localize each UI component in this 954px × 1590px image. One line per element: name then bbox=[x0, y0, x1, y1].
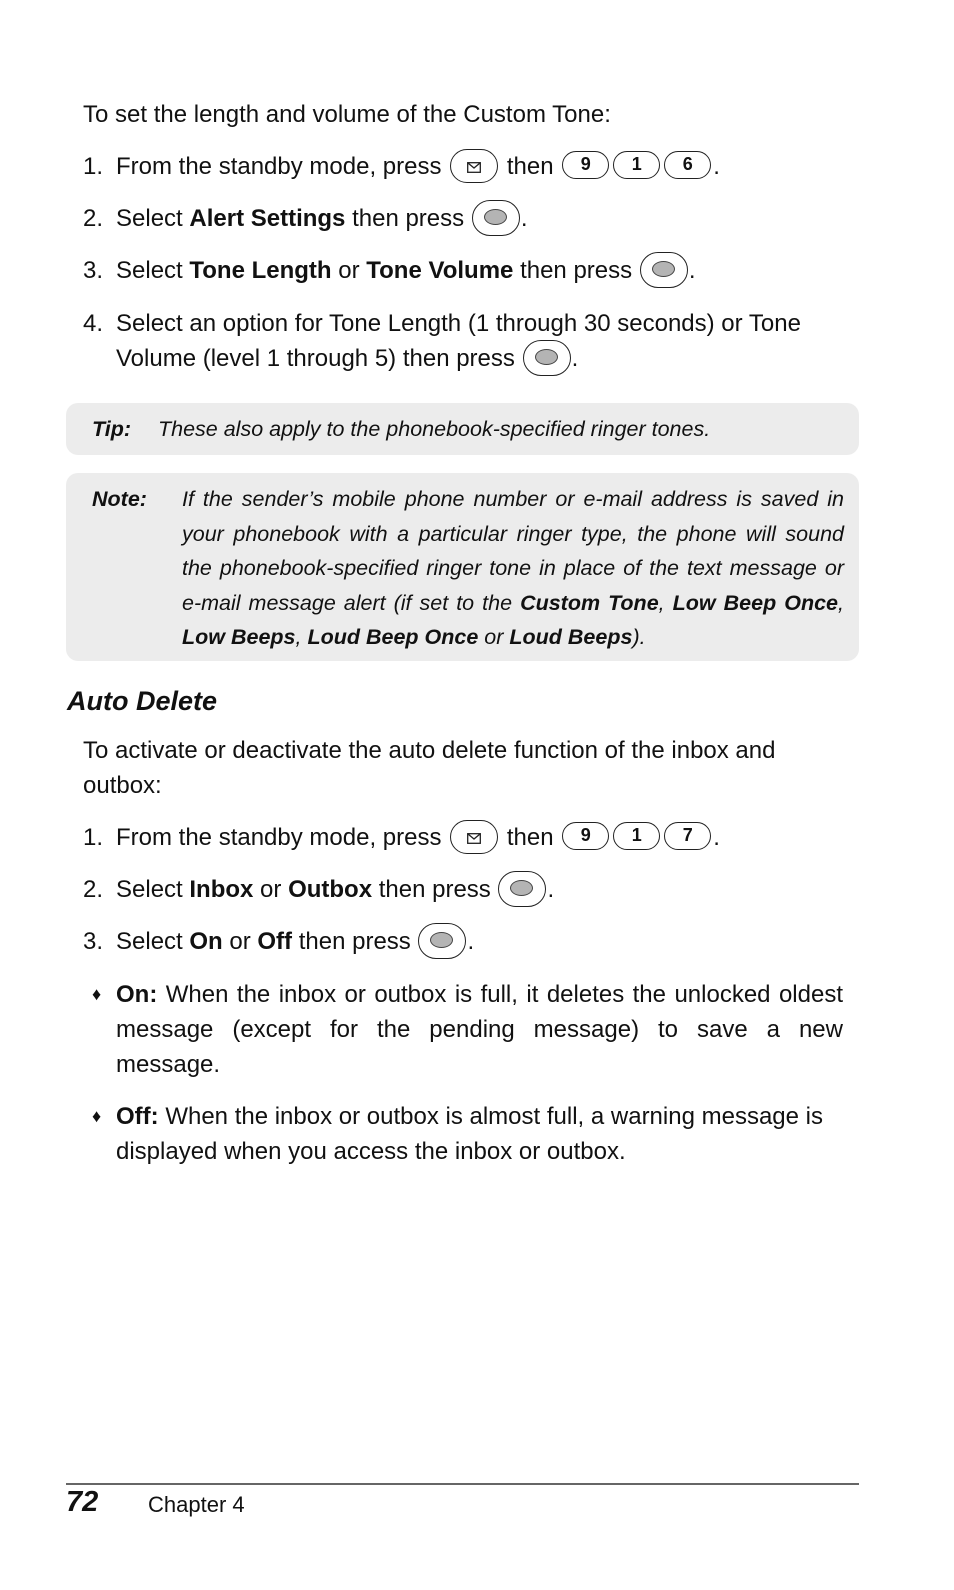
step-text: then bbox=[506, 153, 554, 180]
bullet-label: On: bbox=[116, 981, 158, 1008]
section-title: Auto Delete bbox=[67, 686, 218, 716]
bullet-off bbox=[83, 1099, 843, 1169]
step-number: 1. bbox=[83, 153, 104, 180]
step-a-4 bbox=[83, 306, 853, 378]
step-text: Select bbox=[116, 876, 183, 903]
option-name: Inbox bbox=[189, 876, 254, 903]
step-number: 4. bbox=[83, 310, 104, 337]
tip-text: These also apply to the phonebook-specified ringer tones. bbox=[158, 417, 711, 441]
step-text: Select bbox=[116, 928, 183, 955]
tip-box bbox=[66, 403, 859, 455]
ringer-name: Low Beep Once bbox=[672, 590, 839, 615]
step-punct: . bbox=[467, 928, 475, 955]
step-b-2 bbox=[83, 872, 853, 909]
ok-key-icon bbox=[472, 200, 520, 236]
step-text: From the standby mode, press bbox=[116, 153, 442, 180]
step-punct: . bbox=[688, 257, 696, 284]
digit-key-9: 9 bbox=[562, 151, 609, 179]
page-number: 72 bbox=[66, 1486, 99, 1518]
ringer-name: Loud Beep Once bbox=[307, 625, 479, 650]
ok-key-icon bbox=[640, 252, 688, 288]
step-number: 1. bbox=[83, 824, 104, 851]
digit-key-9: 9 bbox=[562, 822, 609, 850]
ringer-name: Custom Tone bbox=[520, 590, 659, 615]
step-text: then press bbox=[352, 205, 465, 232]
ok-key-icon bbox=[418, 923, 466, 959]
note-sep: , bbox=[295, 625, 302, 650]
step-a-2 bbox=[83, 201, 853, 238]
digit-key-7: 7 bbox=[664, 822, 711, 850]
step-text: or bbox=[229, 928, 251, 955]
step-b-1 bbox=[83, 820, 853, 856]
ok-key-icon bbox=[523, 340, 571, 376]
step-punct: . bbox=[713, 153, 720, 180]
menu-key-icon bbox=[450, 820, 498, 854]
note-sep: ). bbox=[632, 625, 646, 650]
note-sep: or bbox=[484, 625, 504, 650]
step-punct: . bbox=[571, 345, 579, 372]
step-text: then press bbox=[378, 876, 491, 903]
note-text bbox=[182, 482, 844, 655]
step-number: 3. bbox=[83, 257, 104, 284]
bullet-text: When the inbox or outbox is full, it deletes the unlocked oldest message (except for the pending message) to save a new message. bbox=[116, 981, 844, 1078]
note-sep: , bbox=[838, 590, 844, 615]
option-name: Outbox bbox=[288, 876, 373, 903]
step-text: or bbox=[260, 876, 282, 903]
step-punct: . bbox=[520, 205, 528, 232]
note-sep: , bbox=[658, 590, 665, 615]
note-body: If the sender’s mobile phone number or e-mail address is saved in your phonebook with a particular ringer type, the phone will sound the phonebook-specified ringer tone in place of the text message or e-mail message alert (if set to the bbox=[182, 487, 844, 615]
note-box bbox=[66, 473, 859, 661]
step-text: Select bbox=[116, 205, 183, 232]
step-a-3 bbox=[83, 253, 853, 290]
chapter-label: Chapter 4 bbox=[148, 1492, 245, 1517]
step-punct: . bbox=[547, 876, 555, 903]
intro-text: To set the length and volume of the Custom Tone: bbox=[83, 101, 611, 128]
digit-key-6: 6 bbox=[664, 151, 711, 179]
section-intro: To activate or deactivate the auto delete function of the inbox and outbox: bbox=[83, 737, 776, 799]
digit-key-1: 1 bbox=[613, 151, 660, 179]
digit-key-1: 1 bbox=[613, 822, 660, 850]
option-name: Tone Length bbox=[189, 257, 332, 284]
diamond-bullet-icon: ♦ bbox=[92, 984, 102, 1004]
step-text: then press bbox=[520, 257, 633, 284]
ok-key-icon bbox=[498, 871, 546, 907]
step-number: 2. bbox=[83, 205, 104, 232]
option-name: On bbox=[189, 928, 223, 955]
note-label: Note: bbox=[92, 487, 147, 511]
step-text: then bbox=[506, 824, 554, 851]
step-a-1 bbox=[83, 149, 853, 185]
option-name: Tone Volume bbox=[366, 257, 514, 284]
step-text: or bbox=[338, 257, 360, 284]
step-text: Select an option for Tone Length (1 through 30 seconds) or Tone Volume (level 1 through 5) then press bbox=[116, 310, 801, 372]
bullet-on bbox=[83, 977, 843, 1082]
diamond-bullet-icon: ♦ bbox=[92, 1106, 102, 1126]
step-punct: . bbox=[713, 824, 720, 851]
option-name: Alert Settings bbox=[189, 205, 346, 232]
step-text: then press bbox=[298, 928, 411, 955]
footer-divider bbox=[66, 1483, 859, 1485]
step-text: Select bbox=[116, 257, 183, 284]
option-name: Off bbox=[257, 928, 293, 955]
step-text: From the standby mode, press bbox=[116, 824, 442, 851]
ringer-name: Low Beeps bbox=[182, 625, 296, 650]
menu-key-icon bbox=[450, 149, 498, 183]
bullet-label: Off: bbox=[116, 1103, 159, 1130]
step-b-3 bbox=[83, 924, 853, 961]
bullet-text: When the inbox or outbox is almost full, a warning message is displayed when you access the inbox or outbox. bbox=[116, 1103, 823, 1165]
step-number: 2. bbox=[83, 876, 104, 903]
ringer-name: Loud Beeps bbox=[509, 625, 633, 650]
tip-label: Tip: bbox=[92, 417, 132, 441]
step-number: 3. bbox=[83, 928, 104, 955]
